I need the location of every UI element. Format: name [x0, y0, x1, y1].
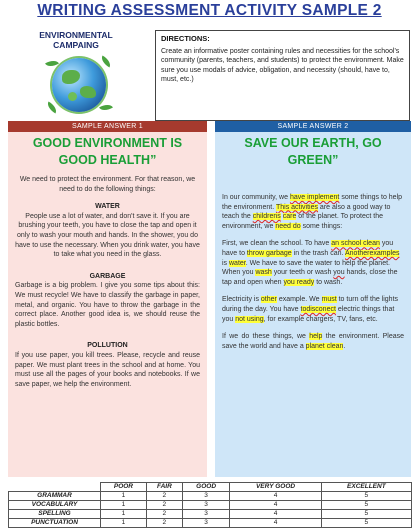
sample-answer-1-label: SAMPLE ANSWER 1	[8, 121, 207, 132]
sample-answer-2	[215, 121, 411, 477]
rubric-header: GOOD	[182, 483, 230, 492]
paragraph-2: First, we clean the school. To have an school clean you have to throw garbage in the trash can. Anotherexamples is water. We have to save the water to help the planet. When you wash your teeth or wash you hands, close the tap and open when you ready to wash.	[222, 240, 400, 286]
sample-answer-2-heading: SAVE OUR EARTH, GO GREEN”	[244, 136, 382, 167]
paragraph-3: Electricity is other example. We must to turn off the lights during the day. You have todisconect electric things that you not using, for example chargers, TV, fans, etc.	[222, 296, 399, 323]
water-text: People use a lot of water, and don't save it. If you are brushing your teeth, you have to close the tap and open it only to wash your mouth and hands. In the shower, you do have to use the necessary. When you drink water, you have to take what you need in the glass.	[15, 212, 200, 259]
rubric-header: EXCELLENT	[321, 483, 411, 492]
rubric-row: SPELLING 1 2 3 4 5	[9, 510, 412, 519]
leaf-icon	[45, 101, 59, 113]
rubric-table	[8, 482, 412, 528]
leaf-icon	[99, 55, 113, 67]
garbage-text: Garbage is a big problem. I give you some tips about this: We must recycle! We have to classify the garbage in paper, metal, and organic. You have to throw the garbage in the correct place. Another good idea is, we should reuse the plastic bottles.	[15, 282, 200, 328]
pollution-title: POLLUTION	[87, 342, 128, 350]
sample-answer-1-heading: GOOD ENVIRONMENT IS GOOD HEALTH”	[32, 136, 183, 167]
rubric-row: PUNCTUATION 1 2 3 4 5	[9, 519, 412, 528]
sample-answer-2-label: SAMPLE ANSWER 2	[215, 121, 411, 132]
rubric-row: GRAMMAR 1 2 3 4 5	[9, 492, 412, 501]
directions-heading: DIRECTIONS:	[161, 34, 210, 43]
pollution-text: If you use paper, you kill trees. Please, recycle and reuse paper. We must plant trees in the school and at home. You must use all the pages of your books and notebooks. If we save paper, we help the environment.	[15, 351, 200, 388]
paragraph-4: If we do these things, we help the environment. Please save the world and have a planet clean.	[222, 333, 404, 350]
rubric-header: FAIR	[146, 483, 182, 492]
rubric-row: VOCABULARY 1 2 3 4 5	[9, 501, 412, 510]
leaf-icon	[99, 101, 113, 113]
garbage-title: GARBAGE	[89, 272, 126, 280]
sample-answer-1	[8, 121, 207, 477]
directions-text: Create an informative poster containing rules and necessities for the school's community (parents, teachers, and students) to protect the environment. Make sure you use modals of advice, obligation, and necessity (should, have to, must, etc.)	[161, 47, 404, 84]
earth-globe-icon	[52, 58, 106, 112]
intro-text: We need to protect the environment. For that reason, we need to do the following things:	[19, 176, 196, 193]
campaign-label: ENVIRONMENTAL CAMPAING	[39, 30, 113, 50]
paragraph-1: In our community, we have implement some things to help the environment. This activities are also a good way to teach the childrens care of the planet. To protect the environment, we need do some things:	[222, 194, 403, 230]
page-title: WRITING ASSESSMENT ACTIVITY SAMPLE 2	[37, 2, 382, 19]
directions-box	[155, 30, 410, 121]
rubric-header: POOR	[101, 483, 147, 492]
water-title: WATER	[95, 203, 120, 211]
rubric-header: VERY GOOD	[230, 483, 321, 492]
